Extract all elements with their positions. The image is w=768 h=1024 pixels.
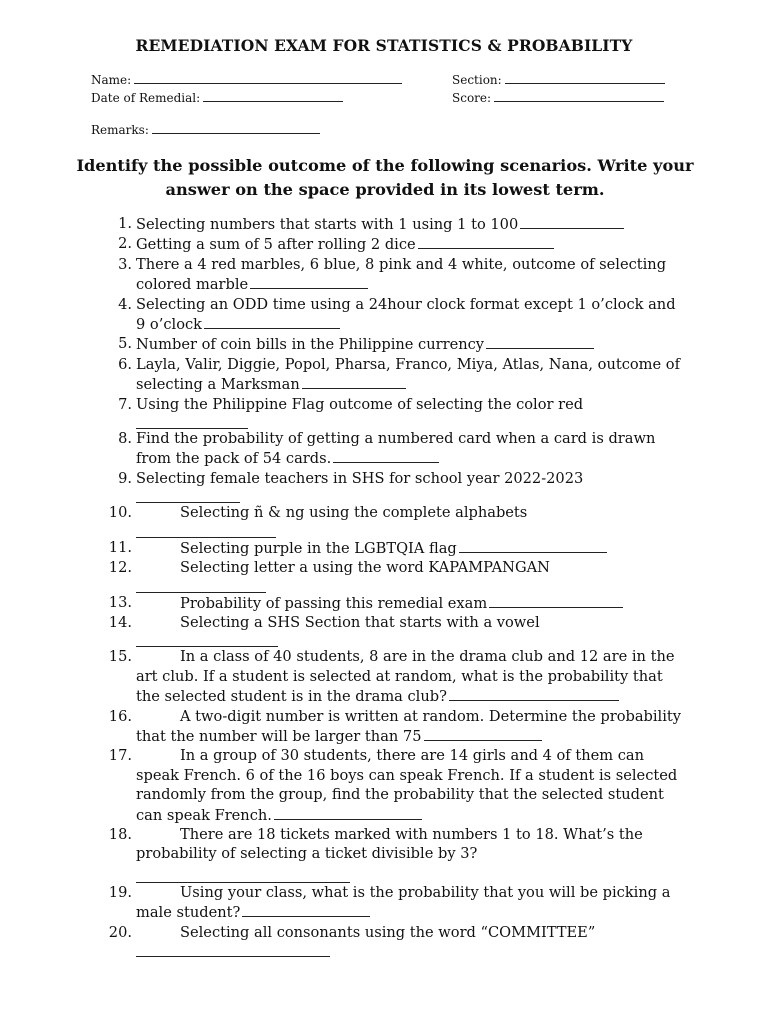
date-blank[interactable]: [203, 90, 343, 102]
remarks-field[interactable]: [91, 122, 320, 137]
question-item: [108, 883, 682, 923]
question-item: [108, 538, 682, 558]
question-text: Selecting letter a using the word KAPAMPANGAN: [180, 559, 550, 577]
question-item: [108, 558, 682, 592]
question-item: [108, 503, 682, 537]
question-number: 4.: [118, 295, 132, 313]
answer-blank[interactable]: [333, 448, 439, 463]
question-number: 19.: [108, 883, 132, 901]
question-item: [108, 647, 682, 706]
question-text: Selecting purple in the LGBTQIA flag: [180, 539, 457, 557]
question-number: 17.: [108, 747, 132, 765]
question-item: [112, 395, 682, 429]
answer-blank[interactable]: [204, 314, 340, 329]
question-text: A two-digit number is written at random. Determine the probability that the number will be larger than 75: [136, 707, 686, 745]
question-number: 16.: [108, 707, 132, 725]
question-number: 1.: [118, 215, 132, 232]
name-label: Name:: [91, 73, 132, 87]
question-item: [112, 429, 682, 469]
answer-blank[interactable]: [520, 214, 624, 229]
question-text: There a 4 red marbles, 6 blue, 8 pink and 4 white, outcome of selecting colored marble: [136, 255, 671, 294]
question-number: 15.: [108, 648, 132, 666]
answer-blank[interactable]: [136, 942, 330, 957]
name-blank[interactable]: [134, 72, 402, 84]
question-number: 14.: [108, 613, 132, 631]
question-text: Selecting female teachers in SHS for school year 2022-2023: [136, 469, 584, 487]
question-number: 12.: [108, 559, 132, 577]
question-text: In a class of 40 students, 8 are in the drama club and 12 are in the art club. If a student is selected at random, what is the probability that the selected student is in the drama club?: [136, 648, 680, 706]
question-number: 9.: [118, 469, 132, 487]
answer-blank[interactable]: [136, 414, 248, 429]
score-blank[interactable]: [494, 90, 664, 102]
question-text: Selecting ñ & ng using the complete alphabets: [180, 504, 528, 522]
exam-title: REMEDIATION EXAM FOR STATISTICS & PROBABILITY: [135, 36, 633, 55]
question-text: Layla, Valir, Diggie, Popol, Pharsa, Franco, Miya, Atlas, Nana, outcome of selecting a Marksman: [136, 355, 685, 394]
question-item: [108, 923, 682, 957]
question-text: Number of coin bills in the Philippine currency: [136, 336, 485, 354]
answer-blank[interactable]: [424, 726, 542, 741]
answer-blank[interactable]: [136, 632, 278, 647]
question-item: [112, 255, 682, 295]
date-field[interactable]: [91, 90, 343, 105]
section-blank[interactable]: [505, 72, 665, 84]
question-item: [112, 334, 682, 354]
question-text: Selecting a SHS Section that starts with a vowel: [180, 613, 540, 631]
question-text: Selecting numbers that starts with 1 using 1 to 100: [136, 216, 519, 233]
question-text: There are 18 tickets marked with numbers 1 to 18. What’s the probability of selecting a ticket divisible by 3?: [136, 825, 648, 863]
remarks-label: Remarks:: [91, 123, 149, 137]
question-item: [112, 214, 682, 234]
question-item: [112, 355, 685, 395]
question-number: 18.: [108, 825, 132, 843]
answer-blank[interactable]: [136, 578, 266, 593]
answer-blank[interactable]: [242, 902, 370, 917]
date-label: Date of Remedial:: [91, 91, 201, 105]
question-text: In a group of 30 students, there are 14 girls and 4 of them can speak French. 6 of the 16 boys can speak French. If a student is selected randomly from the group, find the probability that the selected student can speak French.: [136, 747, 682, 824]
question-item: [108, 613, 682, 647]
score-field[interactable]: [452, 90, 664, 105]
question-number: 7.: [118, 395, 132, 413]
answer-blank[interactable]: [136, 523, 276, 538]
question-item: [112, 234, 682, 254]
question-number: 5.: [118, 335, 132, 353]
question-item: [108, 707, 686, 747]
question-number: 10.: [108, 504, 132, 522]
question-text: Using your class, what is the probability that you will be picking a male student?: [136, 883, 676, 922]
question-list: [108, 214, 686, 957]
score-label: Score:: [452, 91, 492, 105]
question-number: 13.: [108, 593, 132, 611]
question-number: 20.: [108, 923, 132, 941]
question-text: Probability of passing this remedial exam: [180, 594, 488, 612]
question-number: 2.: [118, 235, 132, 253]
question-number: 6.: [118, 355, 132, 373]
remarks-blank[interactable]: [152, 122, 320, 134]
question-number: 11.: [108, 538, 132, 556]
name-field[interactable]: [91, 72, 402, 87]
question-item: [112, 295, 682, 335]
question-item: [108, 746, 682, 825]
section-field[interactable]: [452, 72, 665, 87]
answer-blank[interactable]: [136, 488, 240, 503]
instructions: Identify the possible outcome of the following scenarios. Write your answer on the space provided in its lowest term.: [76, 156, 694, 199]
question-text: Using the Philippine Flag outcome of selecting the color red: [136, 395, 584, 413]
question-item: [112, 469, 682, 503]
answer-blank[interactable]: [459, 538, 607, 553]
question-number: 8.: [118, 430, 132, 448]
section-label: Section:: [452, 73, 502, 87]
question-text: Getting a sum of 5 after rolling 2 dice: [136, 236, 416, 254]
answer-blank[interactable]: [489, 593, 623, 608]
question-item: [108, 593, 682, 613]
question-number: 3.: [118, 255, 132, 273]
question-item: [108, 825, 682, 883]
question-text: Find the probability of getting a numbered card when a card is drawn from the pack of 54 cards.: [136, 430, 660, 468]
answer-blank[interactable]: [449, 686, 619, 701]
question-text: Selecting an ODD time using a 24hour clock format except 1 o’clock and 9 o’clock: [136, 295, 681, 334]
answer-blank[interactable]: [418, 234, 554, 249]
answer-blank[interactable]: [250, 274, 368, 289]
answer-blank[interactable]: [486, 334, 594, 349]
answer-blank[interactable]: [136, 868, 350, 883]
answer-blank[interactable]: [302, 374, 406, 389]
question-text: Selecting all consonants using the word “COMMITTEE”: [180, 923, 596, 941]
answer-blank[interactable]: [274, 805, 422, 820]
